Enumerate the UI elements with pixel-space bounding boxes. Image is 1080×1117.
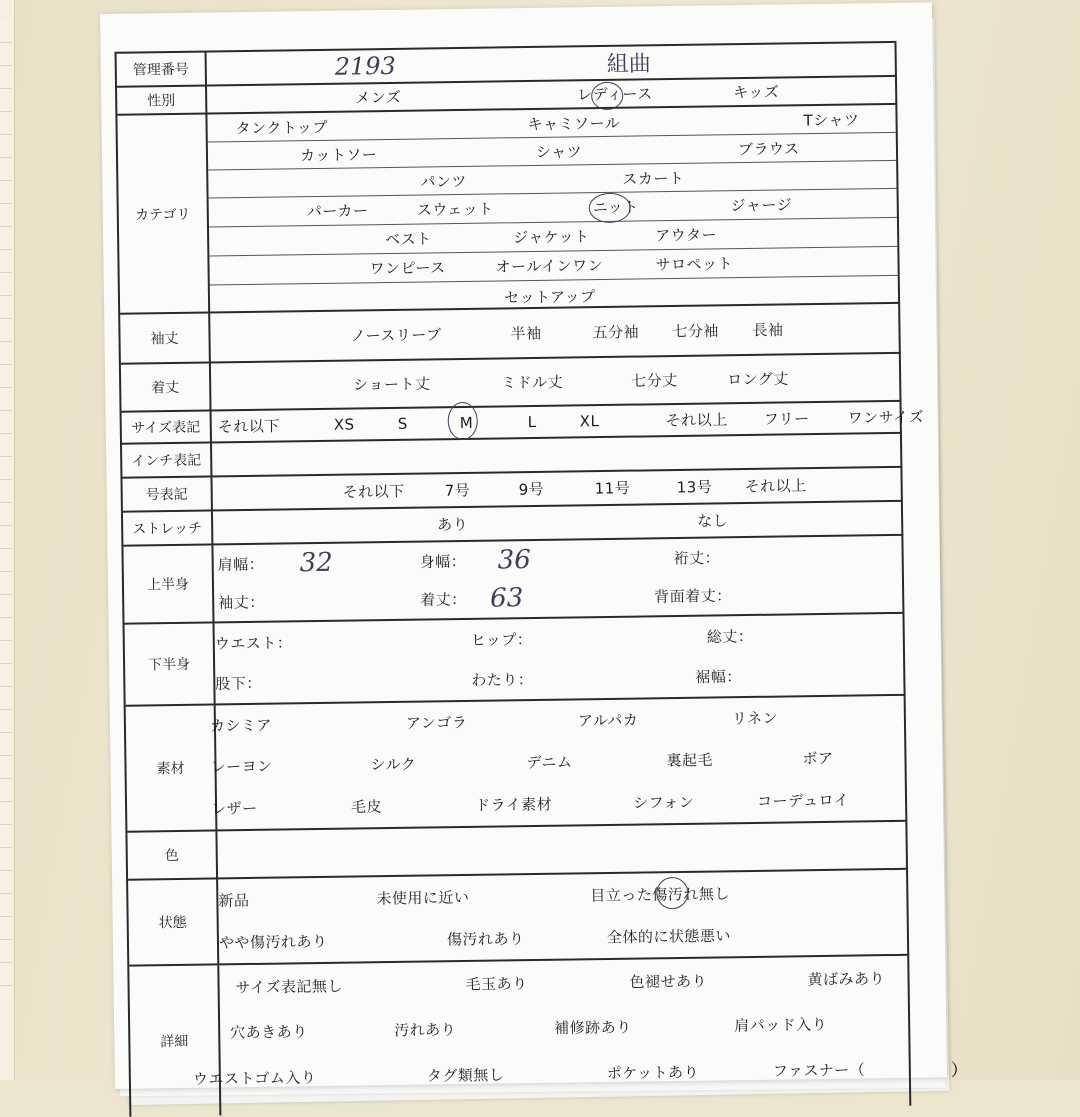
category-parka[interactable]: パーカー [306, 201, 369, 221]
material-leather[interactable]: レザー [210, 799, 258, 819]
condition-new[interactable]: 新品 [218, 891, 250, 910]
condition-near-new[interactable]: 未使用に近い [376, 888, 470, 908]
lower-thigh-label: わたり： [471, 670, 534, 690]
lower-row-2 [215, 654, 903, 704]
material-row-3 [210, 778, 906, 830]
upper-back-length-label: 背面着丈： [654, 586, 732, 606]
label-stretch: ストレッチ [123, 511, 213, 544]
category-pants[interactable]: パンツ [420, 171, 468, 191]
lower-inseam-label: 股下： [215, 674, 263, 693]
detail-pilling[interactable]: 毛玉あり [465, 974, 528, 994]
row-condition [128, 870, 909, 967]
handwritten-length[interactable]: 63 [489, 583, 524, 614]
detail-zipper-close: ） [950, 1060, 968, 1081]
color-field[interactable] [217, 822, 906, 878]
upper-yukitake-label: 裄丈： [673, 548, 721, 568]
upper-sleeve-label: 袖丈： [218, 593, 265, 612]
length-options [211, 354, 900, 410]
label-length: 着丈 [121, 363, 212, 410]
category-shirt[interactable]: シャツ [535, 142, 583, 161]
sleeve-sleeveless[interactable]: ノースリーブ [350, 325, 442, 346]
label-condition: 状態 [128, 879, 219, 964]
sleeve-short[interactable]: 半袖 [510, 324, 542, 343]
handwritten-brand: 組曲 [606, 51, 651, 78]
condition-slight-damage[interactable]: やや傷汚れあり [218, 932, 328, 952]
label-detail: 詳細 [129, 965, 221, 1116]
detail-zipper[interactable]: ファスナー（ [772, 1060, 866, 1081]
selection-circle-ladies [591, 82, 623, 110]
category-jersey[interactable]: ジャージ [730, 195, 793, 215]
material-denim[interactable]: デニム [526, 752, 573, 772]
gender-ladies[interactable]: レディース [577, 84, 653, 104]
label-gou: 号表記 [122, 477, 212, 510]
handwritten-shoulder[interactable]: 32 [299, 547, 333, 579]
inspection-form [115, 41, 968, 1117]
length-middle[interactable]: ミドル丈 [501, 373, 564, 392]
category-blouse[interactable]: ブラウス [737, 139, 800, 159]
material-cashmere[interactable]: カシミア [209, 716, 273, 736]
material-corduroy[interactable]: コーデュロイ [756, 791, 850, 811]
material-dry[interactable]: ドライ素材 [474, 795, 553, 815]
selection-circle-size-m [447, 402, 478, 440]
label-sleeve-length: 袖丈 [120, 313, 211, 362]
material-options [209, 696, 906, 830]
category-salopette[interactable]: サロペット [655, 254, 734, 274]
size-xs[interactable]: XS [333, 415, 355, 434]
category-options [207, 105, 898, 312]
detail-waist-elastic[interactable]: ウエストゴム入り [192, 1068, 317, 1089]
category-knit[interactable]: ニット [592, 197, 639, 217]
row-category [117, 105, 900, 315]
size-m[interactable]: M [459, 413, 474, 433]
category-tshirt[interactable]: Tシャツ [803, 110, 860, 130]
label-material: 素材 [126, 705, 218, 830]
category-tanktop[interactable]: タンクトップ [235, 117, 328, 138]
label-management-no: 管理番号 [117, 53, 207, 86]
material-brushed[interactable]: 裏起毛 [666, 751, 714, 770]
lower-total-label: 総丈： [706, 627, 754, 647]
row-material [126, 696, 908, 833]
condition-options [218, 870, 907, 964]
category-camisole[interactable]: キャミソール [527, 113, 621, 134]
category-vest[interactable]: ベスト [385, 229, 432, 249]
category-allinone[interactable]: オールインワン [495, 256, 604, 277]
category-onepiece[interactable]: ワンピース [369, 258, 446, 278]
material-fur[interactable]: 毛皮 [350, 797, 383, 817]
row-upper-body [123, 536, 904, 625]
size-s[interactable]: S [397, 414, 408, 433]
gender-mens[interactable]: メンズ [355, 88, 402, 107]
lower-body-measurements [215, 614, 904, 704]
size-below[interactable]: それ以下 [217, 417, 280, 436]
handwritten-body-width[interactable]: 36 [497, 545, 531, 576]
detail-no-size-tag[interactable]: サイズ表記無し [235, 977, 344, 997]
detail-no-tags[interactable]: タグ類無し [426, 1065, 505, 1086]
length-short[interactable]: ショート丈 [353, 374, 431, 394]
material-chiffon[interactable]: シフォン [632, 793, 695, 813]
length-seven-tenths[interactable]: 七分丈 [631, 371, 678, 391]
selection-circle-condition [656, 877, 688, 909]
stretch-no[interactable]: なし [697, 511, 729, 531]
selection-circle-knit [589, 193, 631, 224]
upper-width-label: 身幅： [419, 552, 467, 572]
detail-repairs[interactable]: 補修跡あり [554, 1018, 632, 1038]
material-linen[interactable]: リネン [731, 709, 779, 728]
length-long[interactable]: ロング丈 [727, 369, 789, 389]
lower-waist-label: ウエスト： [214, 633, 293, 653]
detail-row-3 [192, 1046, 968, 1102]
detail-stains[interactable]: 汚れあり [394, 1020, 457, 1040]
gou-above[interactable]: それ以上 [744, 476, 807, 496]
label-category: カテゴリ [117, 115, 210, 313]
condition-damage[interactable]: 傷汚れあり [446, 929, 525, 949]
upper-length-label: 着丈： [420, 590, 467, 610]
label-lower-body: 下半身 [125, 623, 216, 704]
sleeve-three-quarter[interactable]: 七分袖 [672, 321, 720, 341]
material-rayon[interactable]: レーヨン [210, 757, 273, 777]
label-color: 色 [127, 831, 218, 878]
row-detail [129, 956, 968, 1117]
size-above[interactable]: それ以上 [665, 410, 728, 430]
gou-11[interactable]: 11号 [594, 479, 631, 498]
detail-fading[interactable]: 色褪せあり [629, 972, 708, 992]
upper-shoulder-label: 肩幅： [217, 555, 265, 574]
detail-options [192, 956, 968, 1116]
gou-below[interactable]: それ以下 [342, 482, 405, 502]
size-free[interactable]: フリー [763, 409, 810, 429]
board-strip [0, 20, 12, 1000]
sleeve-options [210, 304, 899, 362]
handwritten-management-no: 2193 [334, 51, 397, 81]
label-gender: 性別 [117, 87, 207, 114]
gender-kids[interactable]: キッズ [733, 83, 780, 102]
category-setup[interactable]: セットアップ [503, 287, 596, 307]
form-sheet [100, 2, 968, 1089]
material-angora[interactable]: アンゴラ [405, 713, 468, 733]
category-outer[interactable]: アウター [655, 225, 718, 245]
lower-hip-label: ヒップ： [470, 630, 533, 650]
gou-7[interactable]: 7号 [444, 481, 471, 500]
material-boa[interactable]: ボア [802, 749, 834, 768]
gou-13[interactable]: 13号 [676, 477, 713, 497]
size-l[interactable]: L [527, 412, 537, 432]
gou-9[interactable]: 9号 [518, 480, 545, 499]
size-onesize[interactable]: ワンサイズ [847, 408, 925, 428]
condition-row-2 [219, 912, 908, 964]
label-inch: インチ表記 [122, 443, 212, 476]
material-silk[interactable]: シルク [370, 755, 417, 774]
upper-body-measurements [213, 536, 902, 622]
label-upper-body: 上半身 [123, 545, 214, 622]
condition-no-damage[interactable]: 目立った傷汚れ無し [590, 884, 730, 905]
size-xl[interactable]: XL [579, 412, 600, 431]
detail-yellowing[interactable]: 黄ばみあり [807, 969, 886, 989]
sleeve-half[interactable]: 五分袖 [592, 323, 640, 342]
condition-poor[interactable]: 全体的に状態悪い [606, 926, 732, 947]
detail-shoulder-pads[interactable]: 肩パッド入り [734, 1015, 828, 1035]
detail-holes[interactable]: 穴あきあり [230, 1022, 308, 1042]
material-alpaca[interactable]: アルパカ [577, 711, 639, 730]
label-size: サイズ表記 [122, 411, 212, 442]
sleeve-long[interactable]: 長袖 [752, 320, 784, 340]
category-sweat[interactable]: スウェット [416, 200, 494, 220]
category-cutsew[interactable]: カットソー [299, 145, 378, 165]
stretch-yes[interactable]: あり [437, 515, 469, 534]
row-lower-body [125, 614, 906, 707]
lower-hem-label: 裾幅： [695, 667, 742, 687]
detail-pockets[interactable]: ポケットあり [606, 1063, 700, 1083]
category-skirt[interactable]: スカート [622, 168, 685, 188]
category-jacket[interactable]: ジャケット [513, 227, 590, 247]
